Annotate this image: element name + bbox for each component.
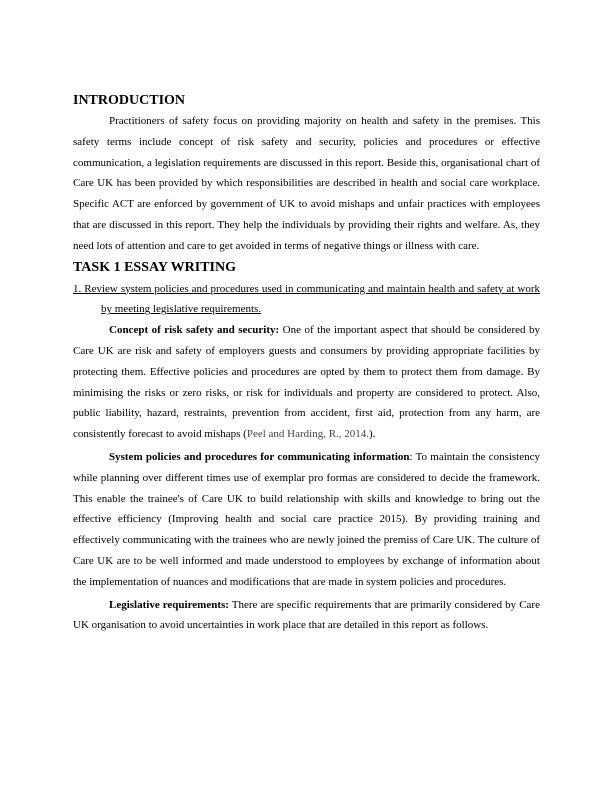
section-body: : To maintain the consistency while planning over different times use of exemplar pro formas are considered to decide the framework. This enable the trainee's of Care UK to build relationship with skills and knowledge to bring out the effective efficiency (Improving health and social care practice 2015). By providing training and effectively communicating with the trainees who are newly joined the premiss of Care UK. The culture of Care UK are to be well informed and made understood to employees by exchange of information about the implementation of nuances and modifications that are made in system policies and procedures. [73,450,541,588]
task-item-1: 1. Review system policies and procedures used in communicating and maintain health and safety at work by meeting legislative requirements. [73,282,540,316]
intro-heading: INTRODUCTION [73,93,186,108]
citation: Peel and Harding, R., 2014. [246,428,370,441]
section-legislative [73,595,540,637]
task-heading: TASK 1 ESSAY WRITING [73,259,237,275]
section-title: Concept of risk safety and security: [109,324,280,337]
section-tail: ). [369,428,376,441]
section-risk-safety [73,320,540,445]
document-page [73,92,540,636]
section-body: One of the important aspect that should be considered by Care UK are risk and safety of employers guests and consumers by providing appropriate facilities by protecting them. Effective policies and procedures are opted by them to protect them from damage. By minimising the risks or zero risks, or risk for individuals and property are considered to protect. Also, public liability, hazard, restraints, prevention from accident, first aid, protection from any harm, are consistently forecast to avoid mishaps ( [73,324,540,441]
section-system-policies [73,447,540,593]
intro-paragraph: Practitioners of safety focus on providing majority on health and safety in the premises. This safety terms include concept of risk safety and security, policies and procedures or effective communication, a legislation requirements are discussed in this report. Beside this, organisational chart of Care UK has been provided by which responsibilities are described in health and social care workplace. Specific ACT are enforced by government of UK to avoid mishaps and unfair practices with employees that are discussed in this report. They help the individuals by providing their rights and welfare. As, they need lots of attention and care to get avoided in terms of negative things or illness with care. [73,115,540,252]
section-title: System policies and procedures for communicating information [109,450,410,463]
section-body: There are specific requirements that are primarily considered by Care UK organisation to avoid uncertainties in work place that are detailed in this report as follows. [73,598,540,632]
section-title: Legislative requirements: [109,598,229,611]
